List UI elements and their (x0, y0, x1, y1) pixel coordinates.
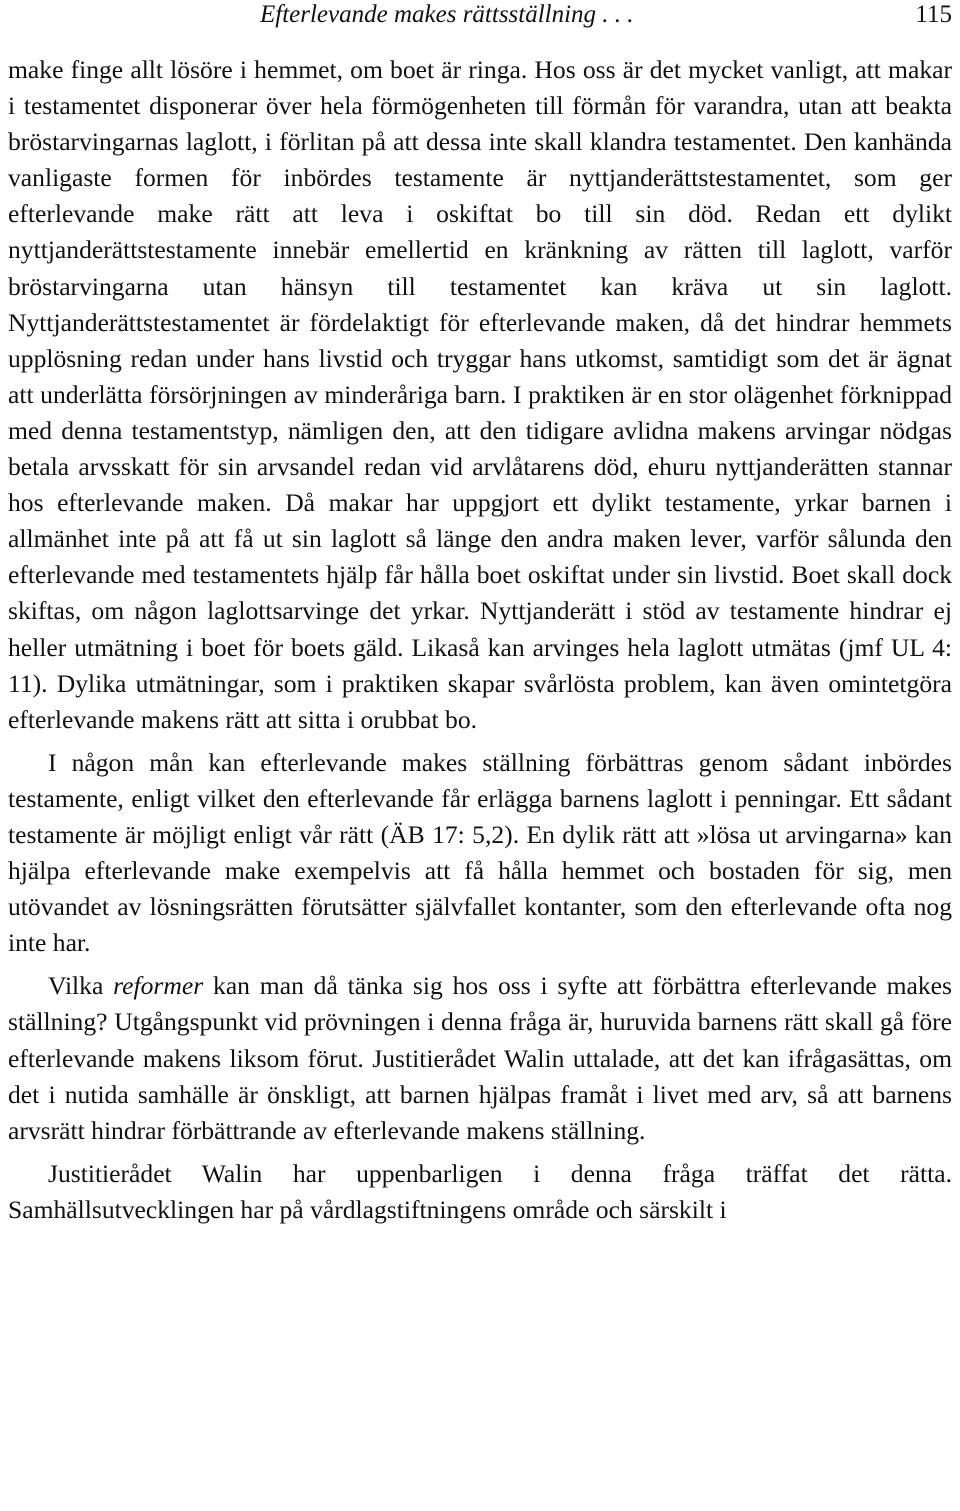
paragraph-3-part-1: Vilka (48, 971, 114, 1001)
book-page (8, 0, 952, 1228)
paragraph-4: Justitierådet Walin har uppenbarligen i denna fråga träffat det rätta. Samhällsutvecklingen har på vårdlagstiftningens område och särskilt i (8, 1158, 952, 1224)
paragraph-3-part-2: kan man då tänka sig hos oss i syfte att förbättra efterlevande makes ställning? Utgångspunkt vid prövningen i denna fråga är, huruvida barnens rätt skall gå före efterlevande makens liksom förut. Justitierådet Walin uttalade, att det kan ifrågasättas, om det i nutida samhälle är önskligt, att barnen hjälpas framåt i livet med arv, så att barnens arvsrätt hindrar förbättrande av efterlevande makens ställning. (8, 971, 952, 1145)
running-title: Efterlevande makes rättsställning . . . (260, 1, 634, 28)
page-number: 115 (915, 1, 952, 28)
paragraph-2: I någon mån kan efterlevande makes ställning förbättras genom sådant inbördes testamente, enligt vilket den efterlevande får erlägga barnens laglott i penningar. Ett sådant testamente är möjligt enligt vår rätt (ÄB 17: 5,2). En dylik rätt att »lösa ut arvingarna» kan hjälpa efterlevande make exempelvis att få hålla hemmet och bostaden för sig, men utövandet av lösningsrätten förutsätter självfallet kontanter, som den efterlevande ofta nog inte har. (8, 747, 952, 958)
paragraph-1: make finge allt lösöre i hemmet, om boet är ringa. Hos oss är det mycket vanligt, att makar i testamentet disponerar över hela förmögenheten till förmån för varandra, utan att beakta bröstarvingarnas laglott, i förlitan på att dessa inte skall klandra testamentet. Den kanhända vanligaste formen för inbördes testamente är nyttjanderättstestamentet, som ger efterlevande make rätt att leva i oskiftat bo till sin död. Redan ett dylikt nyttjanderättstestamente innebär emellertid en kränkning av rätten till laglott, varför bröstarvingarna utan hänsyn till testamentet kan kräva ut sin laglott. Nyttjanderättstestamentet är fördelaktigt för efterlevande maken, då det hindrar hemmets upplösning redan under hans livstid och tryggar hans utkomst, samtidigt som det är ägnat att underlätta försörjningen av minderåriga barn. I praktiken är en stor olägenhet förknippad med denna testamentstyp, nämligen den, att den tidigare avlidna makens arvingar nödgas betala arvsskatt för sin arvsandel redan vid arvlåtarens död, ehuru nyttjanderätten stannar hos efterlevande maken. Då makar har uppgjort ett dylikt testamente, yrkar barnen i allmänhet inte på att få ut sin laglott så länge den andra maken lever, varför sålunda den efterlevande med testamentets hjälp får hålla boet oskiftat under sin livstid. Boet skall dock skiftas, om någon laglottsarvinge det yrkar. Nyttjanderätt i stöd av testamente hindrar ej heller utmätning i boet för boets gäld. Likaså kan arvinges hela laglott utmätas (jmf UL 4: 11). Dylika utmätningar, som i praktiken skapar svårlösta problem, kan även omintetgöra efterlevande makens rätt att sitta i orubbat bo. (8, 55, 952, 734)
paragraph-3 (8, 968, 952, 1148)
body-text (8, 52, 952, 1228)
emphasized-word: reformer (113, 971, 204, 1001)
running-head (8, 0, 952, 52)
